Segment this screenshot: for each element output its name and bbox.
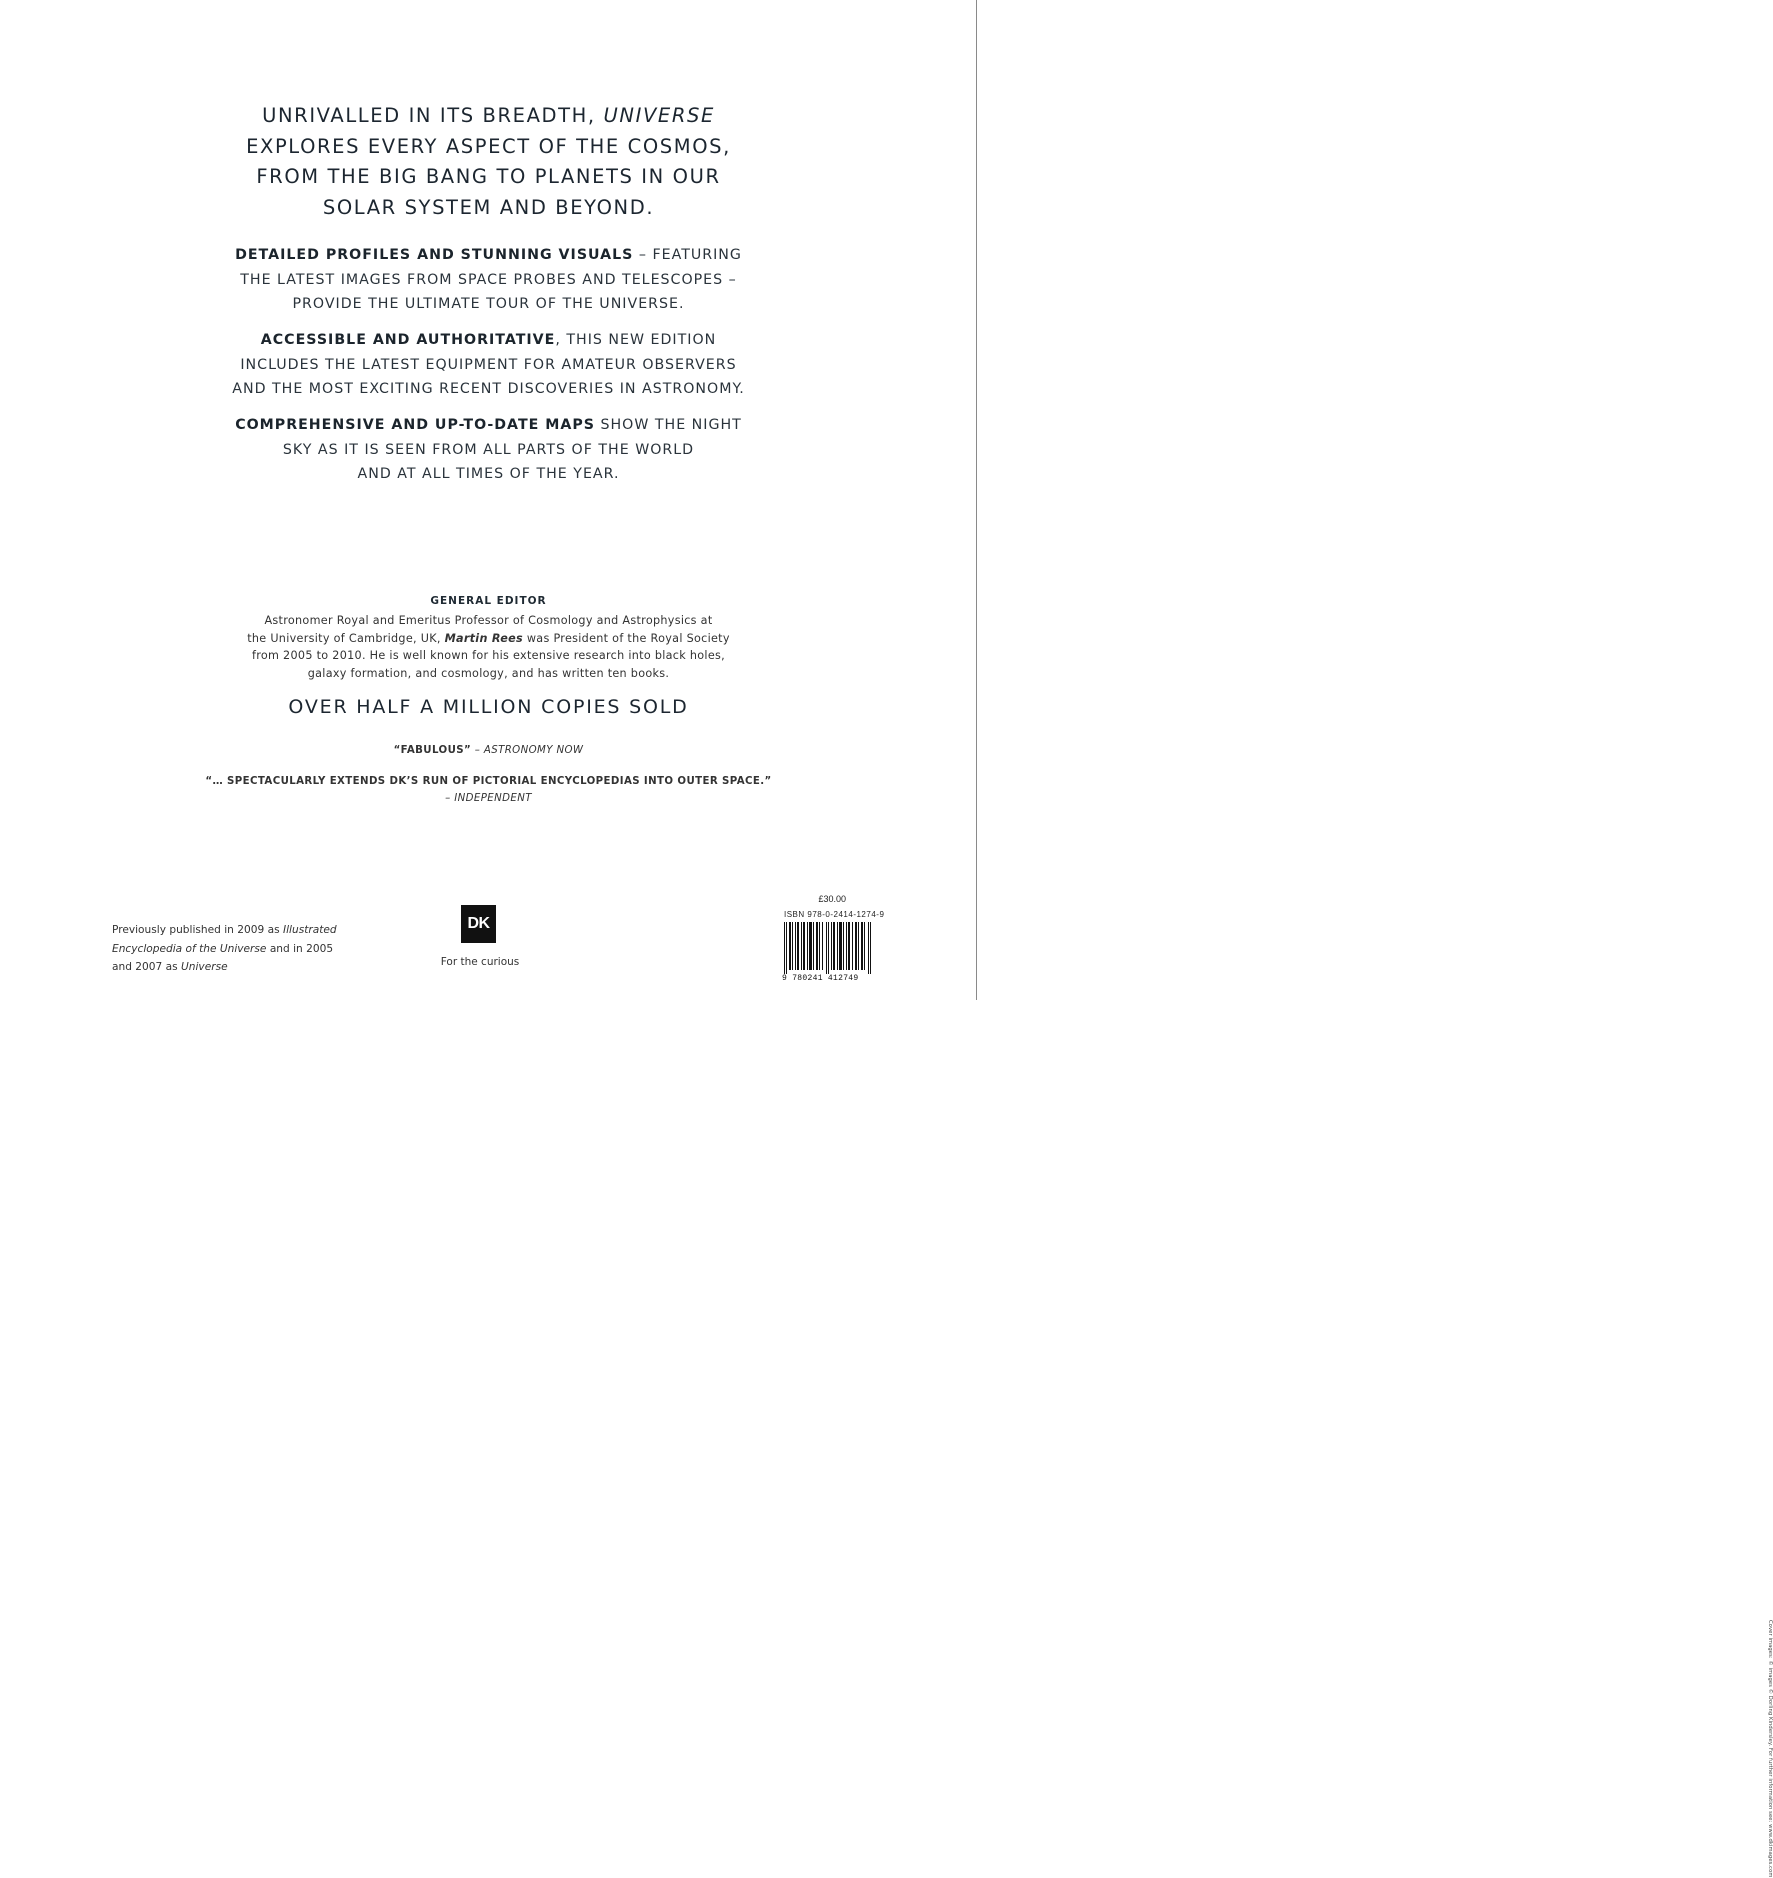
barcode-digits: 9 780241 412749 xyxy=(782,974,859,983)
headline-line-3: FROM THE BIG BANG TO PLANETS IN OUR xyxy=(256,165,721,188)
headline xyxy=(0,101,977,223)
barcode xyxy=(784,922,872,974)
feature-paragraph-2: ACCESSIBLE AND AUTHORITATIVE, THIS NEW EDITION INCLUDES THE LATEST EQUIPMENT FOR AMATEUR OBSERVERS AND THE MOST EXCITING RECENT DISCOVERIES IN ASTRONOMY. xyxy=(232,332,745,397)
feature-paragraph-3: COMPREHENSIVE AND UP-TO-DATE MAPS SHOW THE NIGHT SKY AS IT IS SEEN FROM ALL PARTS OF THE WORLD AND AT ALL TIMES OF THE YEAR. xyxy=(235,417,742,482)
previously-published-note: Previously published in 2009 as Illustrated Encyclopedia of the Universe and in 2005 and 2007 as Universe xyxy=(112,924,337,973)
editor-name: Martin Rees xyxy=(444,631,523,645)
general-editor-heading: GENERAL EDITOR xyxy=(430,595,547,607)
headline-title-italic: UNIVERSE xyxy=(603,104,715,127)
feature-paragraph-1: DETAILED PROFILES AND STUNNING VISUALS – FEATURING THE LATEST IMAGES FROM SPACE PROBES AND TELESCOPES – PROVIDE THE ULTIMATE TOUR OF THE UNIVERSE. xyxy=(235,247,742,312)
cover-image-credit: Cover images: © images © Dorling Kindersley. For further information see: www.dkimages.com xyxy=(1767,1620,1773,1878)
review-quote-1: “FABULOUS” – ASTRONOMY NOW xyxy=(393,745,584,756)
dk-logo: DK xyxy=(461,905,496,943)
general-editor-bio: Astronomer Royal and Emeritus Professor of Cosmology and Astrophysics at the University of Cambridge, UK, Martin Rees was President of the Royal Society from 2005 to 2010. He is well known for his extensive research into black holes, galaxy formation, and cosmology, and has written ten books. xyxy=(247,614,730,680)
headline-line-1: UNRIVALLED IN ITS BREADTH, UNIVERSE xyxy=(262,104,715,127)
isbn-label: ISBN 978-0-2414-1274-9 xyxy=(784,910,885,919)
feature-1-bold: DETAILED PROFILES AND STUNNING VISUALS xyxy=(235,247,634,263)
review-quote-2: “… SPECTACULARLY EXTENDS DK’S RUN OF PICTORIAL ENCYCLOPEDIAS INTO OUTER SPACE.” – INDEPENDENT xyxy=(205,776,772,804)
headline-line-2: EXPLORES EVERY ASPECT OF THE COSMOS, xyxy=(246,134,731,158)
price: £30.00 xyxy=(818,894,846,904)
copies-sold-banner: OVER HALF A MILLION COPIES SOLD xyxy=(288,696,689,718)
dk-tagline: For the curious xyxy=(440,956,520,968)
headline-line-4: SOLAR SYSTEM AND BEYOND. xyxy=(322,195,655,219)
feature-3-bold: COMPREHENSIVE AND UP-TO-DATE MAPS xyxy=(235,417,595,433)
feature-2-bold: ACCESSIBLE AND AUTHORITATIVE xyxy=(260,332,556,348)
